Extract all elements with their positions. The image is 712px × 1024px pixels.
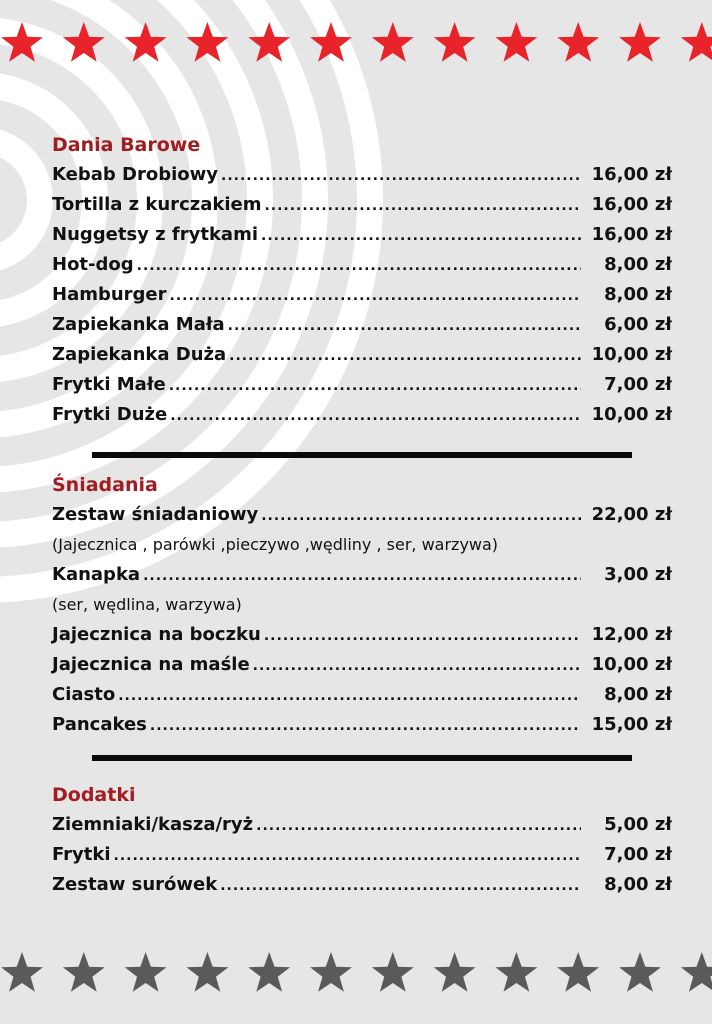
dot-leader (143, 561, 581, 591)
menu-item (52, 620, 672, 650)
item-name: Pancakes (52, 714, 147, 735)
item-price: 16,00 zł (591, 164, 672, 185)
item-name: Ciasto (52, 684, 116, 705)
menu-item (52, 650, 672, 680)
star-icon-grey (63, 952, 105, 992)
item-price: 15,00 zł (591, 714, 672, 735)
item-name: Hamburger (52, 284, 167, 305)
item-name: Ziemniaki/kasza/ryż (52, 814, 254, 835)
star-icon-red (495, 22, 537, 62)
star-icon-red (681, 22, 712, 62)
star-icon-red (372, 22, 414, 62)
dot-leader (137, 251, 581, 281)
menu-list (52, 160, 672, 430)
section-divider (92, 755, 632, 761)
item-name: Jajecznica na boczku (52, 624, 261, 645)
menu-item (52, 840, 672, 870)
section-title: Śniadania (52, 474, 158, 496)
item-name: Nuggetsy z frytkami (52, 224, 259, 245)
item-price: 7,00 zł (604, 844, 672, 865)
item-price: 10,00 zł (591, 654, 672, 675)
item-name: Frytki Duże (52, 404, 168, 425)
star-icon-grey (619, 952, 661, 992)
menu-item (52, 220, 672, 250)
menu (52, 130, 672, 900)
star-icon-grey (1, 952, 43, 992)
star-icon-red (248, 22, 290, 62)
item-price: 7,00 zł (604, 374, 672, 395)
dot-leader (169, 371, 581, 401)
item-price: 22,00 zł (591, 504, 672, 525)
item-name: Kanapka (52, 564, 141, 585)
star-icon-grey (125, 952, 167, 992)
menu-item (52, 810, 672, 840)
menu-item (52, 500, 672, 530)
menu-item (52, 340, 672, 370)
star-icon-grey (186, 952, 228, 992)
dot-leader (221, 161, 581, 191)
menu-item (52, 710, 672, 740)
dot-leader (114, 841, 582, 871)
item-price: 8,00 zł (604, 684, 672, 705)
star-icon-grey (557, 952, 599, 992)
menu-item (52, 400, 672, 430)
item-name: Zapiekanka Mała (52, 314, 225, 335)
star-icon-grey (372, 952, 414, 992)
star-icon-red (186, 22, 228, 62)
menu-item (52, 680, 672, 710)
item-name: Zestaw śniadaniowy (52, 504, 259, 525)
star-icon-grey (310, 952, 352, 992)
menu-item (52, 370, 672, 400)
item-price: 3,00 zł (604, 564, 672, 585)
item-name: Jajecznica na maśle (52, 654, 250, 675)
item-name: Kebab Drobiowy (52, 164, 218, 185)
star-icon-red (557, 22, 599, 62)
star-icon-red (434, 22, 476, 62)
section-sniadania (52, 470, 672, 740)
menu-item (52, 560, 672, 590)
menu-list (52, 500, 672, 740)
star-icon-red (125, 22, 167, 62)
item-price: 8,00 zł (604, 254, 672, 275)
dot-leader (220, 871, 581, 901)
star-icon-grey (681, 952, 712, 992)
dot-leader (170, 401, 581, 431)
item-price: 6,00 zł (604, 314, 672, 335)
item-name: Hot-dog (52, 254, 134, 275)
menu-item (52, 870, 672, 900)
dot-leader (228, 311, 581, 341)
dot-leader (261, 221, 581, 251)
section-dania-barowe (52, 130, 672, 430)
section-title: Dania Barowe (52, 134, 201, 156)
item-description: (ser, wędlina, warzywa) (52, 595, 242, 614)
star-icon-red (1, 22, 43, 62)
star-icon-grey (248, 952, 290, 992)
item-price: 8,00 zł (604, 284, 672, 305)
item-name: Zestaw surówek (52, 874, 218, 895)
star-icon-red (63, 22, 105, 62)
section-divider (92, 452, 632, 458)
item-name: Frytki (52, 844, 111, 865)
dot-leader (170, 281, 581, 311)
menu-item (52, 280, 672, 310)
menu-item (52, 310, 672, 340)
dot-leader (150, 711, 581, 741)
top-star-border (0, 14, 712, 74)
section-dodatki (52, 780, 672, 900)
section-title: Dodatki (52, 784, 136, 806)
star-icon-grey (434, 952, 476, 992)
menu-item (52, 190, 672, 220)
dot-leader (256, 811, 581, 841)
item-name: Tortilla z kurczakiem (52, 194, 262, 215)
item-price: 16,00 zł (591, 224, 672, 245)
menu-item (52, 160, 672, 190)
bottom-star-border (0, 944, 712, 1004)
dot-leader (118, 681, 581, 711)
star-icon-red (619, 22, 661, 62)
item-name: Zapiekanka Duża (52, 344, 227, 365)
dot-leader (261, 501, 581, 531)
item-price: 16,00 zł (591, 194, 672, 215)
dot-leader (264, 191, 581, 221)
star-icon-grey (495, 952, 537, 992)
item-price: 10,00 zł (591, 344, 672, 365)
item-price: 12,00 zł (591, 624, 672, 645)
menu-item (52, 250, 672, 280)
star-icon-red (310, 22, 352, 62)
dot-leader (253, 651, 581, 681)
dot-leader (229, 341, 581, 371)
dot-leader (264, 621, 581, 651)
menu-list (52, 810, 672, 900)
item-price: 8,00 zł (604, 874, 672, 895)
item-description: (Jajecznica , parówki ,pieczywo ,wędliny , ser, warzywa) (52, 535, 499, 554)
item-name: Frytki Małe (52, 374, 166, 395)
item-price: 5,00 zł (604, 814, 672, 835)
item-price: 10,00 zł (591, 404, 672, 425)
